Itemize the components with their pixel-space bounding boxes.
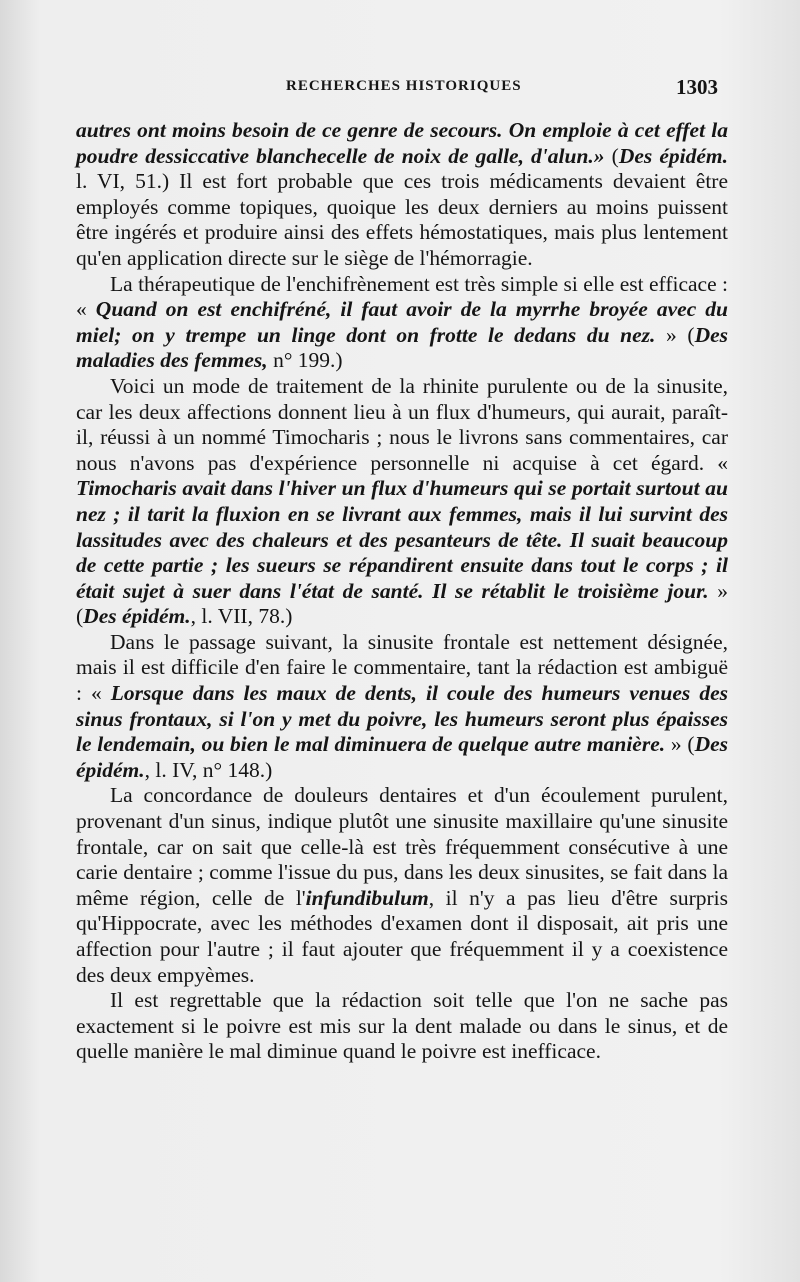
text-segment: » ( [655,322,695,347]
text-segment: ( [604,143,619,168]
text-segment: n° 199.) [267,348,343,373]
text-segment: La concordance de douleurs dentaires et d'un écoulement purulent, provenant d'un sinus, indique plutôt une sinusite maxillaire qu'une sinusite frontale, car on sait que celle-là est très fréquemment consécutive à une carie dentaire ; comme l'issue du pus, dans les deux sinusites, se fait dans la même région, celle de l' [76,783,728,910]
text-segment: » ( [665,732,695,757]
text-segment: » ( [76,578,728,629]
body-text [76,118,728,1065]
text-segment: Timocharis avait dans l'hiver un flux d'humeurs qui se portait surtout au nez ; il tarit la fluxion en se livrant aux femmes, mais il lui survint des lassitudes avec des chaleurs et des pesanteurs de tête. Il suait beaucoup de cette partie ; les sueurs se répandirent ensuite dans tout le corps ; il était sujet à suer dans l'état de santé. Il se rétablit le troisième jour. [76,476,728,603]
paragraph-3 [76,374,728,630]
text-segment: Lorsque dans les maux de dents, il coule des humeurs venues des sinus frontaux, si l'on y met du poivre, les humeurs seront plus épaisses le lendemain, ou bien le mal diminuera de quelque autre manière. [76,681,728,757]
text-segment: Voici un mode de traitement de la rhinite purulente ou de la sinusite, car les deux affections donnent lieu à un flux d'humeurs, qui aurait, paraît-il, réussi à un nommé Timocharis ; nous le livrons sans commentaires, car nous n'avons pas d'expérience personnelle ni acquise à cet égard. « [76,373,728,475]
text-segment: La thérapeutique de l'enchifrènement est très simple si elle est efficace : « [76,271,728,322]
running-head: RECHERCHES HISTORIQUES [286,78,522,94]
paragraph-5 [76,783,728,988]
text-segment: Quand on est enchifréné, il faut avoir de la myrrhe broyée avec du miel; on y trempe un linge dont on frotte le dedans du nez. [76,297,729,347]
text-segment: l. VI, 51.) Il est fort probable que ces trois médicaments devaient être employés comme topiques, quoique les deux derniers au moins puissent être ingérés et produire ainsi des effets hémostatiques, mais plus lentement qu'en application directe sur le siège de l'hémorragie. [76,169,728,270]
text-segment: Des maladies des femmes, [76,322,728,373]
text-segment: , il n'y a pas lieu d'être surpris qu'Hippocrate, avec les méthodes d'examen dont il disposait, ait pris une affection pour l'autre ; il faut ajouter que fréquemment il y a coexistence des deux empyèmes. [76,885,728,987]
paragraph-1 [76,118,728,272]
text-segment: , l. VII, 78.) [190,604,293,629]
page-number: 1303 [676,75,718,99]
page-header [0,75,800,102]
text-segment: , l. IV, n° 148.) [144,757,273,782]
paragraph-6 [76,988,728,1065]
text-segment: Des épidém. [76,732,728,782]
paragraph-4 [76,630,728,784]
text-segment: autres ont moins besoin de ce genre de secours. On emploie à cet effet la poudre dessiccative blanchecelle de noix de galle, d'alun.» [76,118,728,168]
text-segment: Il est regrettable que la rédaction soit telle que l'on ne sache pas exactement si le poivre est mis sur la dent malade ou dans le sinus, et de quelle manière le mal diminue quand le poivre est inefficace. [76,988,728,1064]
text-segment: infundibulum [305,885,429,910]
paragraph-2 [76,272,728,374]
text-segment: Des épidém. [618,143,728,168]
text-segment: Des épidém. [83,604,191,629]
text-segment: Dans le passage suivant, la sinusite frontale est nettement désignée, mais il est difficile d'en faire le commentaire, tant la rédaction est ambiguë : « [76,629,728,706]
